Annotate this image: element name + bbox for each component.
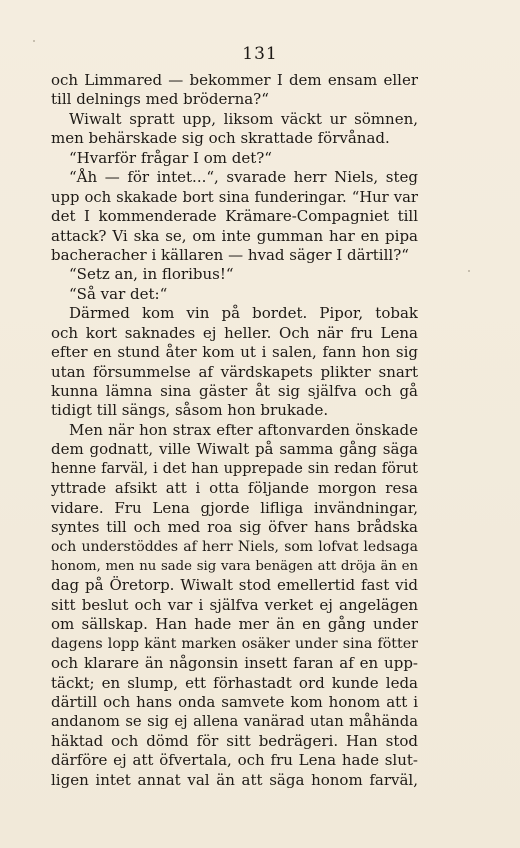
text-line: häktad och dömd för sitt bedrägeri. Han stod <box>51 731 418 750</box>
text-line: Därmed kom vin på bordet. Pipor, tobak <box>69 304 418 323</box>
text-line: sitt beslut och var i själfva verket ej angelägen <box>51 595 418 614</box>
page-number: 131 <box>242 44 278 64</box>
text-line: henne farväl, i det han upprepade sin redan förut <box>51 460 418 477</box>
text-line: dag på Öretorp. Wiwalt stod emellertid fast vid <box>51 576 418 595</box>
text-line: andanom se sig ej allena vanärad utan måhända <box>51 713 418 731</box>
text-line: men behärskade sig och skrattade förvånad. <box>51 129 390 148</box>
text-line: Wiwalt spratt upp, liksom väckt ur sömnen, <box>69 109 418 128</box>
text-line: det I kommenderade Krämare-Compagniet till <box>51 207 418 226</box>
text-line: och Limmared — bekommer I dem ensam eller <box>51 71 418 89</box>
text-line: därtill och hans onda samvete kom honom att i <box>51 693 418 711</box>
text-line: och kort saknades ej heller. Och när fru Lena <box>51 323 418 342</box>
text-line: upp och skakade bort sina funderingar. “Hur var <box>51 188 418 206</box>
text-line: honom, men nu sade sig vara benägen att dröja än en <box>51 558 418 574</box>
text-line: “Hvarför frågar I om det?“ <box>69 148 272 167</box>
text-line: “Setz an, in floribus!“ <box>69 265 234 284</box>
text-line: täckt; en slump, ett förhastadt ord kunde leda <box>51 673 418 692</box>
text-line: utan försummelse af värdskapets plikter snart <box>51 362 418 381</box>
text-line: och understöddes af herr Niels, som lofvat ledsaga <box>51 538 418 555</box>
text-line: syntes till och med roa sig öfver hans brådska <box>51 518 418 537</box>
text-line: “Så var det:“ <box>69 284 168 303</box>
text-line: dagens lopp känt marken osäker under sina fötter <box>51 635 418 652</box>
text-line: bacheracher i källaren — hvad säger I därtill?“ <box>51 245 409 264</box>
text-line: attack? Vi ska se, om inte gumman har en pipa <box>51 226 418 245</box>
text-line: till delnings med bröderna?“ <box>51 90 269 109</box>
text-line: ligen intet annat val än att säga honom farväl, <box>51 770 418 789</box>
body-text <box>51 71 418 790</box>
text-line: efter en stund åter kom ut i salen, fann hon sig <box>51 343 418 362</box>
text-line: vidare. Fru Lena gjorde lifliga invändningar, <box>51 498 418 517</box>
page-speck <box>468 270 470 272</box>
text-line: “Åh — för intet...“, svarade herr Niels, steg <box>69 168 418 187</box>
text-line: därföre ej att öfvertala, och fru Lena hade slut- <box>51 751 418 770</box>
text-line: och klarare än någonsin insett faran af en upp- <box>51 654 418 673</box>
text-line: yttrade afsikt att i otta följande morgon resa <box>51 479 418 498</box>
text-line: Men när hon strax efter aftonvarden önskade <box>69 420 418 439</box>
text-line: tidigt till sängs, såsom hon brukade. <box>51 401 329 420</box>
text-line: dem godnatt, ville Wiwalt på samma gång säga <box>51 440 418 459</box>
page-speck <box>33 40 35 42</box>
text-line: kunna lämna sina gäster åt sig själfva och gå <box>51 382 418 400</box>
text-line: om sällskap. Han hade mer än en gång under <box>51 615 418 634</box>
